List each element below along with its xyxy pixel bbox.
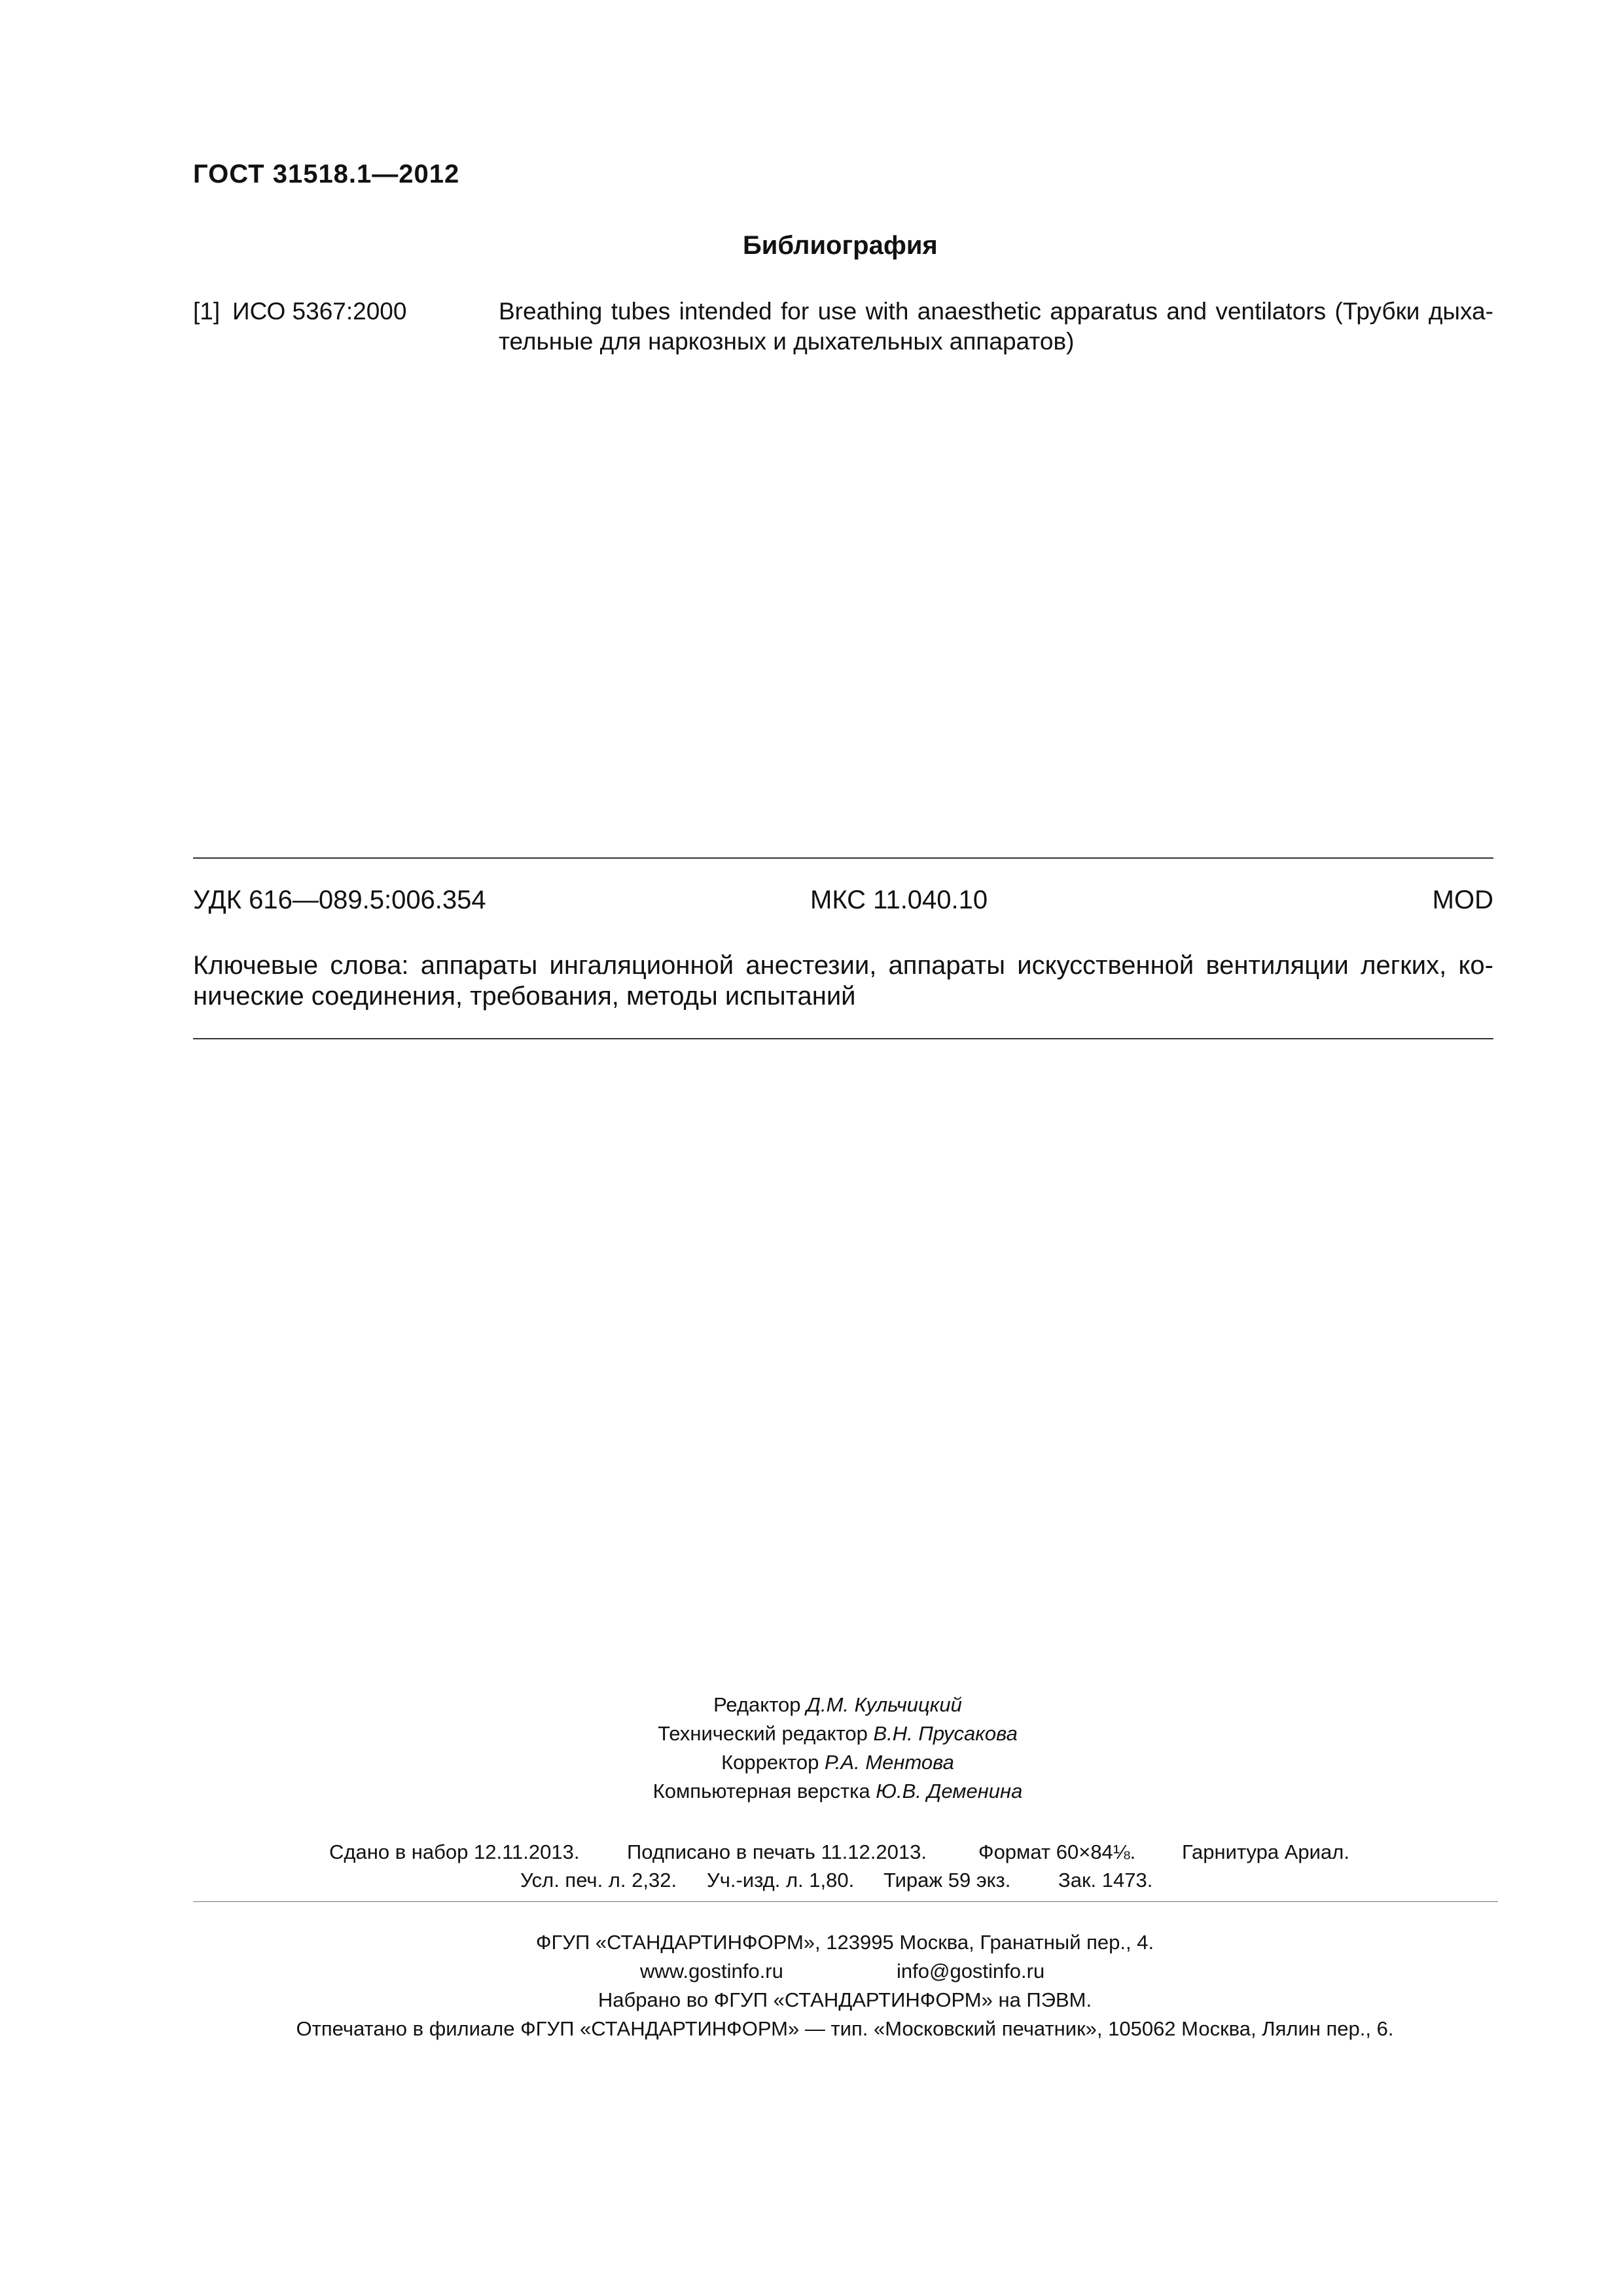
submitted-date: Сдано в набор 12.11.2013.: [329, 1840, 580, 1863]
credit-role: Технический редактор: [658, 1722, 868, 1745]
credit-name: Ю.В. Деменина: [876, 1780, 1023, 1803]
credit-corrector: [0, 1751, 1623, 1774]
credit-role: Корректор: [721, 1751, 819, 1774]
credit-name: В.Н. Прусакова: [873, 1722, 1018, 1745]
typeface: Гарнитура Ариал.: [1182, 1840, 1349, 1863]
reference-title-line-1: Breathing tubes intended for use with anaesthetic apparatus and ventilators (Трубки дыха-: [499, 298, 1493, 325]
udk-code: УДК 616—089.5:006.354: [193, 886, 486, 914]
mod-label: MOD: [1432, 886, 1493, 914]
document-code: ГОСТ 31518.1—2012: [193, 160, 460, 188]
printed-sheets: Усл. печ. л. 2,32.: [520, 1869, 677, 1892]
credit-role: Редактор: [713, 1693, 801, 1716]
top-divider: [193, 857, 1493, 859]
order-number: Зак. 1473.: [1058, 1869, 1153, 1892]
credit-editor: [0, 1693, 1623, 1717]
printed-note: Отпечатано в филиале ФГУП «СТАНДАРТИНФОРМ» — тип. «Московский печатник», 105062 Москва, Лялин пер., 6.: [296, 2017, 1394, 2040]
credit-technical-editor: [0, 1722, 1623, 1746]
credit-layout: [0, 1780, 1623, 1803]
keywords-line-1: Ключевые слова: аппараты ингаляционной анестезии, аппараты искусственной вентиляции легких, ко-: [193, 951, 1493, 980]
mks-code: МКС 11.040.10: [810, 886, 988, 914]
paper-format: Формат 60×84⅛.: [978, 1840, 1136, 1863]
bibliography-title: Библиография: [743, 231, 938, 260]
signed-date: Подписано в печать 11.12.2013.: [627, 1840, 927, 1863]
credit-name: Д.М. Кульчицкий: [806, 1693, 962, 1716]
publishing-sheets: Уч.-изд. л. 1,80.: [707, 1869, 855, 1892]
print-run: Тираж 59 экз.: [883, 1869, 1011, 1892]
keywords-line-2: нические соединения, требования, методы испытаний: [193, 982, 856, 1011]
credit-name: Р.А. Ментова: [824, 1751, 954, 1774]
publisher-address: ФГУП «СТАНДАРТИНФОРМ», 123995 Москва, Гранатный пер., 4.: [535, 1931, 1154, 1954]
website-link[interactable]: www.gostinfo.ru: [640, 1960, 783, 1982]
reference-number: [1]: [193, 298, 221, 325]
imprint-divider: [193, 1901, 1498, 1902]
bottom-divider: [193, 1038, 1493, 1039]
reference-code: ИСО 5367:2000: [232, 298, 407, 325]
email-link[interactable]: info@gostinfo.ru: [897, 1960, 1045, 1982]
typeset-note: Набрано во ФГУП «СТАНДАРТИНФОРМ» на ПЭВМ.: [597, 1988, 1092, 2011]
credit-role: Компьютерная верстка: [652, 1780, 870, 1803]
reference-title-line-2: тельные для наркозных и дыхательных аппаратов): [499, 328, 1075, 355]
